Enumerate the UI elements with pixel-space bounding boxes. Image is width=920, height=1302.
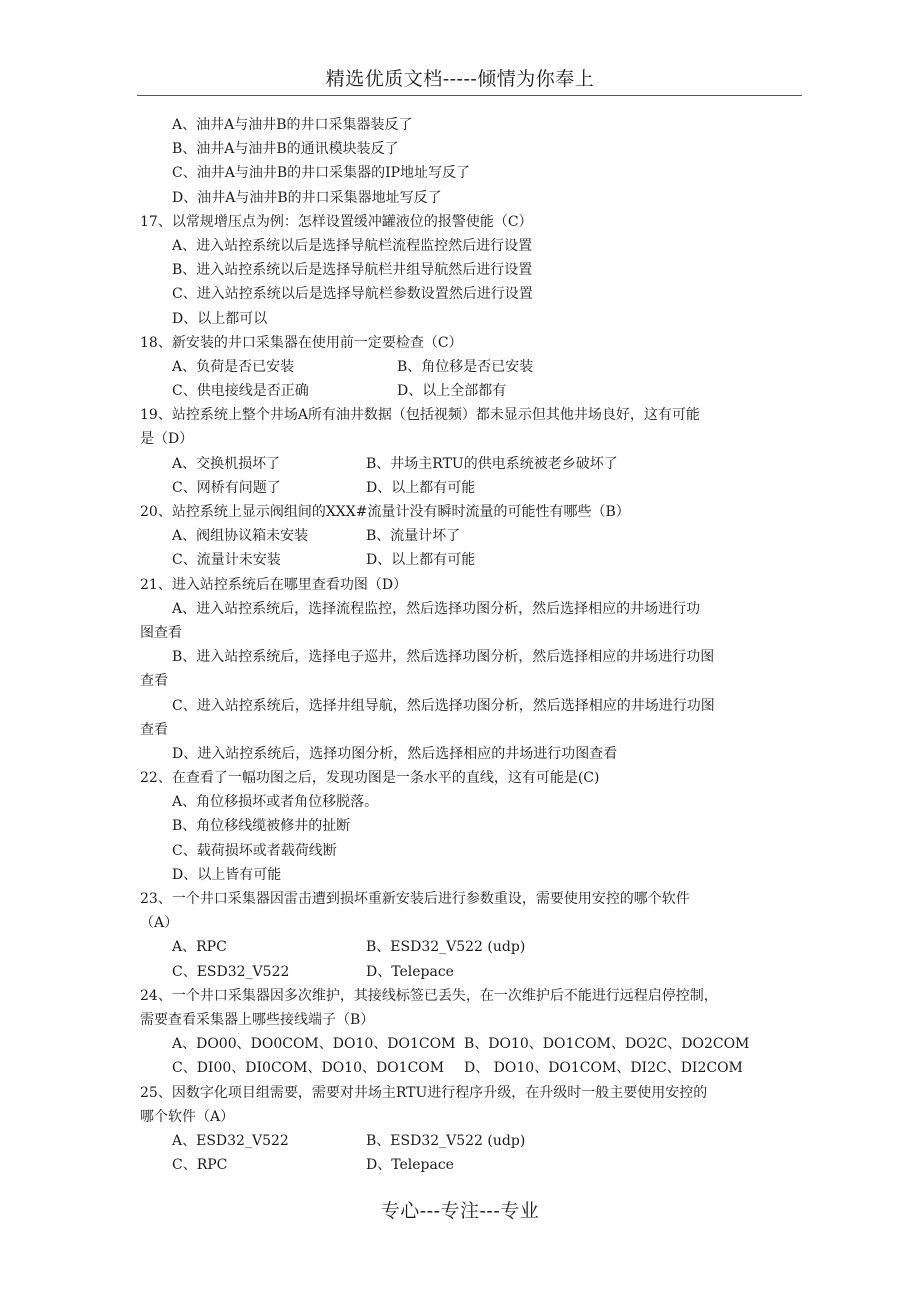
q18-options-row-1 xyxy=(140,355,802,379)
q16-option-c: C、油井A与油井B的井口采集器的IP地址写反了 xyxy=(172,165,471,182)
q17-option-b: B、进入站控系统以后是选择导航栏井组导航然后进行设置 xyxy=(172,262,533,279)
q17-stem: 17、以常规增压点为例：怎样设置缓冲罐液位的报警使能（C） xyxy=(140,213,533,230)
q24-option-d: D、 DO10、DO1COM、DI2C、DI2COM xyxy=(464,1060,743,1077)
q22-option-d: D、以上皆有可能 xyxy=(172,866,282,883)
q23-options-row-2 xyxy=(140,960,802,984)
q22-option-b: B、角位移线缆被修井的扯断 xyxy=(172,818,351,835)
q21-option-c-line-2: 查看 xyxy=(140,721,168,738)
q20-option-d: D、以上都有可能 xyxy=(366,552,476,569)
q25-stem-line-2: 哪个软件（A） xyxy=(140,1108,235,1125)
q17-option-d: D、以上都可以 xyxy=(172,310,268,327)
q24-options-row-2 xyxy=(140,1056,802,1080)
q18-option-d: D、以上全部都有 xyxy=(397,383,507,400)
q22-option-a: A、角位移损坏或者角位移脱落。 xyxy=(172,794,379,811)
q19-stem-line-2: 是（D） xyxy=(140,431,194,448)
q24-stem-line-1: 24、一个井口采集器因多次维护，其接线标签已丢失，在一次维护后不能进行远程启停控制， xyxy=(140,987,718,1004)
q25-option-a: A、ESD32_V522 xyxy=(172,1132,289,1149)
q21-option-a-line-1: A、进入站控系统后，选择流程监控，然后选择功图分析，然后选择相应的井场进行功 xyxy=(172,600,701,617)
page-footer-text: 专心---专注---专业 xyxy=(380,1200,540,1222)
q18-option-c: C、供电接线是否正确 xyxy=(172,383,309,400)
q23-option-a: A、RPC xyxy=(172,939,227,956)
q20-stem: 20、站控系统上显示阀组间的XXX#流量计没有瞬时流量的可能性有哪些（B） xyxy=(140,504,630,520)
q19-option-c: C、网桥有问题了 xyxy=(172,479,281,496)
q25-stem-line-1: 25、因数字化项目组需要，需要对井场主RTU进行程序升级，在升级时一般主要使用安控的 xyxy=(140,1084,708,1101)
q20-option-b: B、流量计坏了 xyxy=(366,528,461,545)
q16-option-b: B、油井A与油井B的通讯模块装反了 xyxy=(172,141,399,158)
q17-option-a: A、进入站控系统以后是选择导航栏流程监控然后进行设置 xyxy=(172,237,533,254)
q23-option-b: B、ESD32_V522 (udp) xyxy=(366,939,526,956)
q18-option-b: B、角位移是否已安装 xyxy=(397,358,534,375)
q24-option-b: B、DO10、DO1COM、DO2C、DO2COM xyxy=(464,1036,750,1053)
q23-stem-line-2: （A） xyxy=(140,915,179,932)
header-divider xyxy=(137,95,802,96)
q16-option-a: A、油井A与油井B的井口采集器装反了 xyxy=(172,117,413,133)
question-list xyxy=(140,113,802,1177)
q22-stem: 22、在查看了一幅功图之后，发现功图是一条水平的直线，这有可能是(C) xyxy=(140,770,600,787)
page-header-title: 精选优质文档-----倾情为你奉上 xyxy=(325,68,595,90)
q16-option-d: D、油井A与油井B的井口采集器地址写反了 xyxy=(172,189,442,206)
q25-option-c: C、RPC xyxy=(172,1157,228,1174)
q20-options-row-1 xyxy=(140,524,802,548)
q17-option-c: C、进入站控系统以后是选择导航栏参数设置然后进行设置 xyxy=(172,286,533,303)
q21-option-b-line-1: B、进入站控系统后，选择电子巡井，然后选择功图分析，然后选择相应的井场进行功图 xyxy=(172,649,715,666)
q25-options-row-2 xyxy=(140,1153,802,1177)
q18-option-a: A、负荷是否已安装 xyxy=(172,358,295,375)
q24-options-row-1 xyxy=(140,1032,802,1056)
q21-option-a-line-2: 图查看 xyxy=(140,624,182,641)
q20-option-a: A、阀组协议箱未安装 xyxy=(172,528,309,545)
q19-options-row-2 xyxy=(140,476,802,500)
q18-stem: 18、新安装的井口采集器在使用前一定要检查（C） xyxy=(140,334,463,351)
q23-options-row-1 xyxy=(140,935,802,959)
q18-options-row-2 xyxy=(140,379,802,403)
q23-stem-line-1: 23、一个井口采集器因雷击遭到损坏重新安装后进行参数重设，需要使用安控的哪个软件 xyxy=(140,891,690,907)
q24-option-c: C、DI00、DI0COM、DO10、DO1COM xyxy=(172,1060,445,1077)
q24-option-a: A、DO00、DO0COM、DO10、DO1COM xyxy=(172,1036,456,1053)
q25-options-row-1 xyxy=(140,1129,802,1153)
q19-option-a: A、交换机损坏了 xyxy=(172,455,281,472)
q19-options-row-1 xyxy=(140,452,802,476)
q21-stem: 21、进入站控系统后在哪里查看功图（D） xyxy=(140,576,408,593)
q21-option-b-line-2: 查看 xyxy=(140,673,168,690)
q25-option-d: D、Telepace xyxy=(366,1157,454,1174)
q20-options-row-2 xyxy=(140,548,802,572)
q19-option-d: D、以上都有可能 xyxy=(366,479,476,496)
q23-option-c: C、ESD32_V522 xyxy=(172,963,290,980)
q24-stem-line-2: 需要查看采集器上哪些接线端子（B） xyxy=(140,1011,375,1028)
q23-option-d: D、Telepace xyxy=(366,963,454,980)
q19-option-b: B、井场主RTU的供电系统被老乡破坏了 xyxy=(366,455,618,472)
q21-option-d: D、进入站控系统后，选择功图分析，然后选择相应的井场进行功图查看 xyxy=(172,745,618,762)
q25-option-b: B、ESD32_V522 (udp) xyxy=(366,1132,526,1149)
q22-option-c: C、载荷损坏或者载荷线断 xyxy=(172,842,337,859)
q21-option-c-line-1: C、进入站控系统后，选择井组导航，然后选择功图分析，然后选择相应的井场进行功图 xyxy=(172,697,715,714)
q20-option-c: C、流量计未安装 xyxy=(172,552,281,569)
q19-stem-line-1: 19、站控系统上整个井场A所有油井数据（包括视频）都未显示但其他井场良好，这有可能 xyxy=(140,407,700,424)
